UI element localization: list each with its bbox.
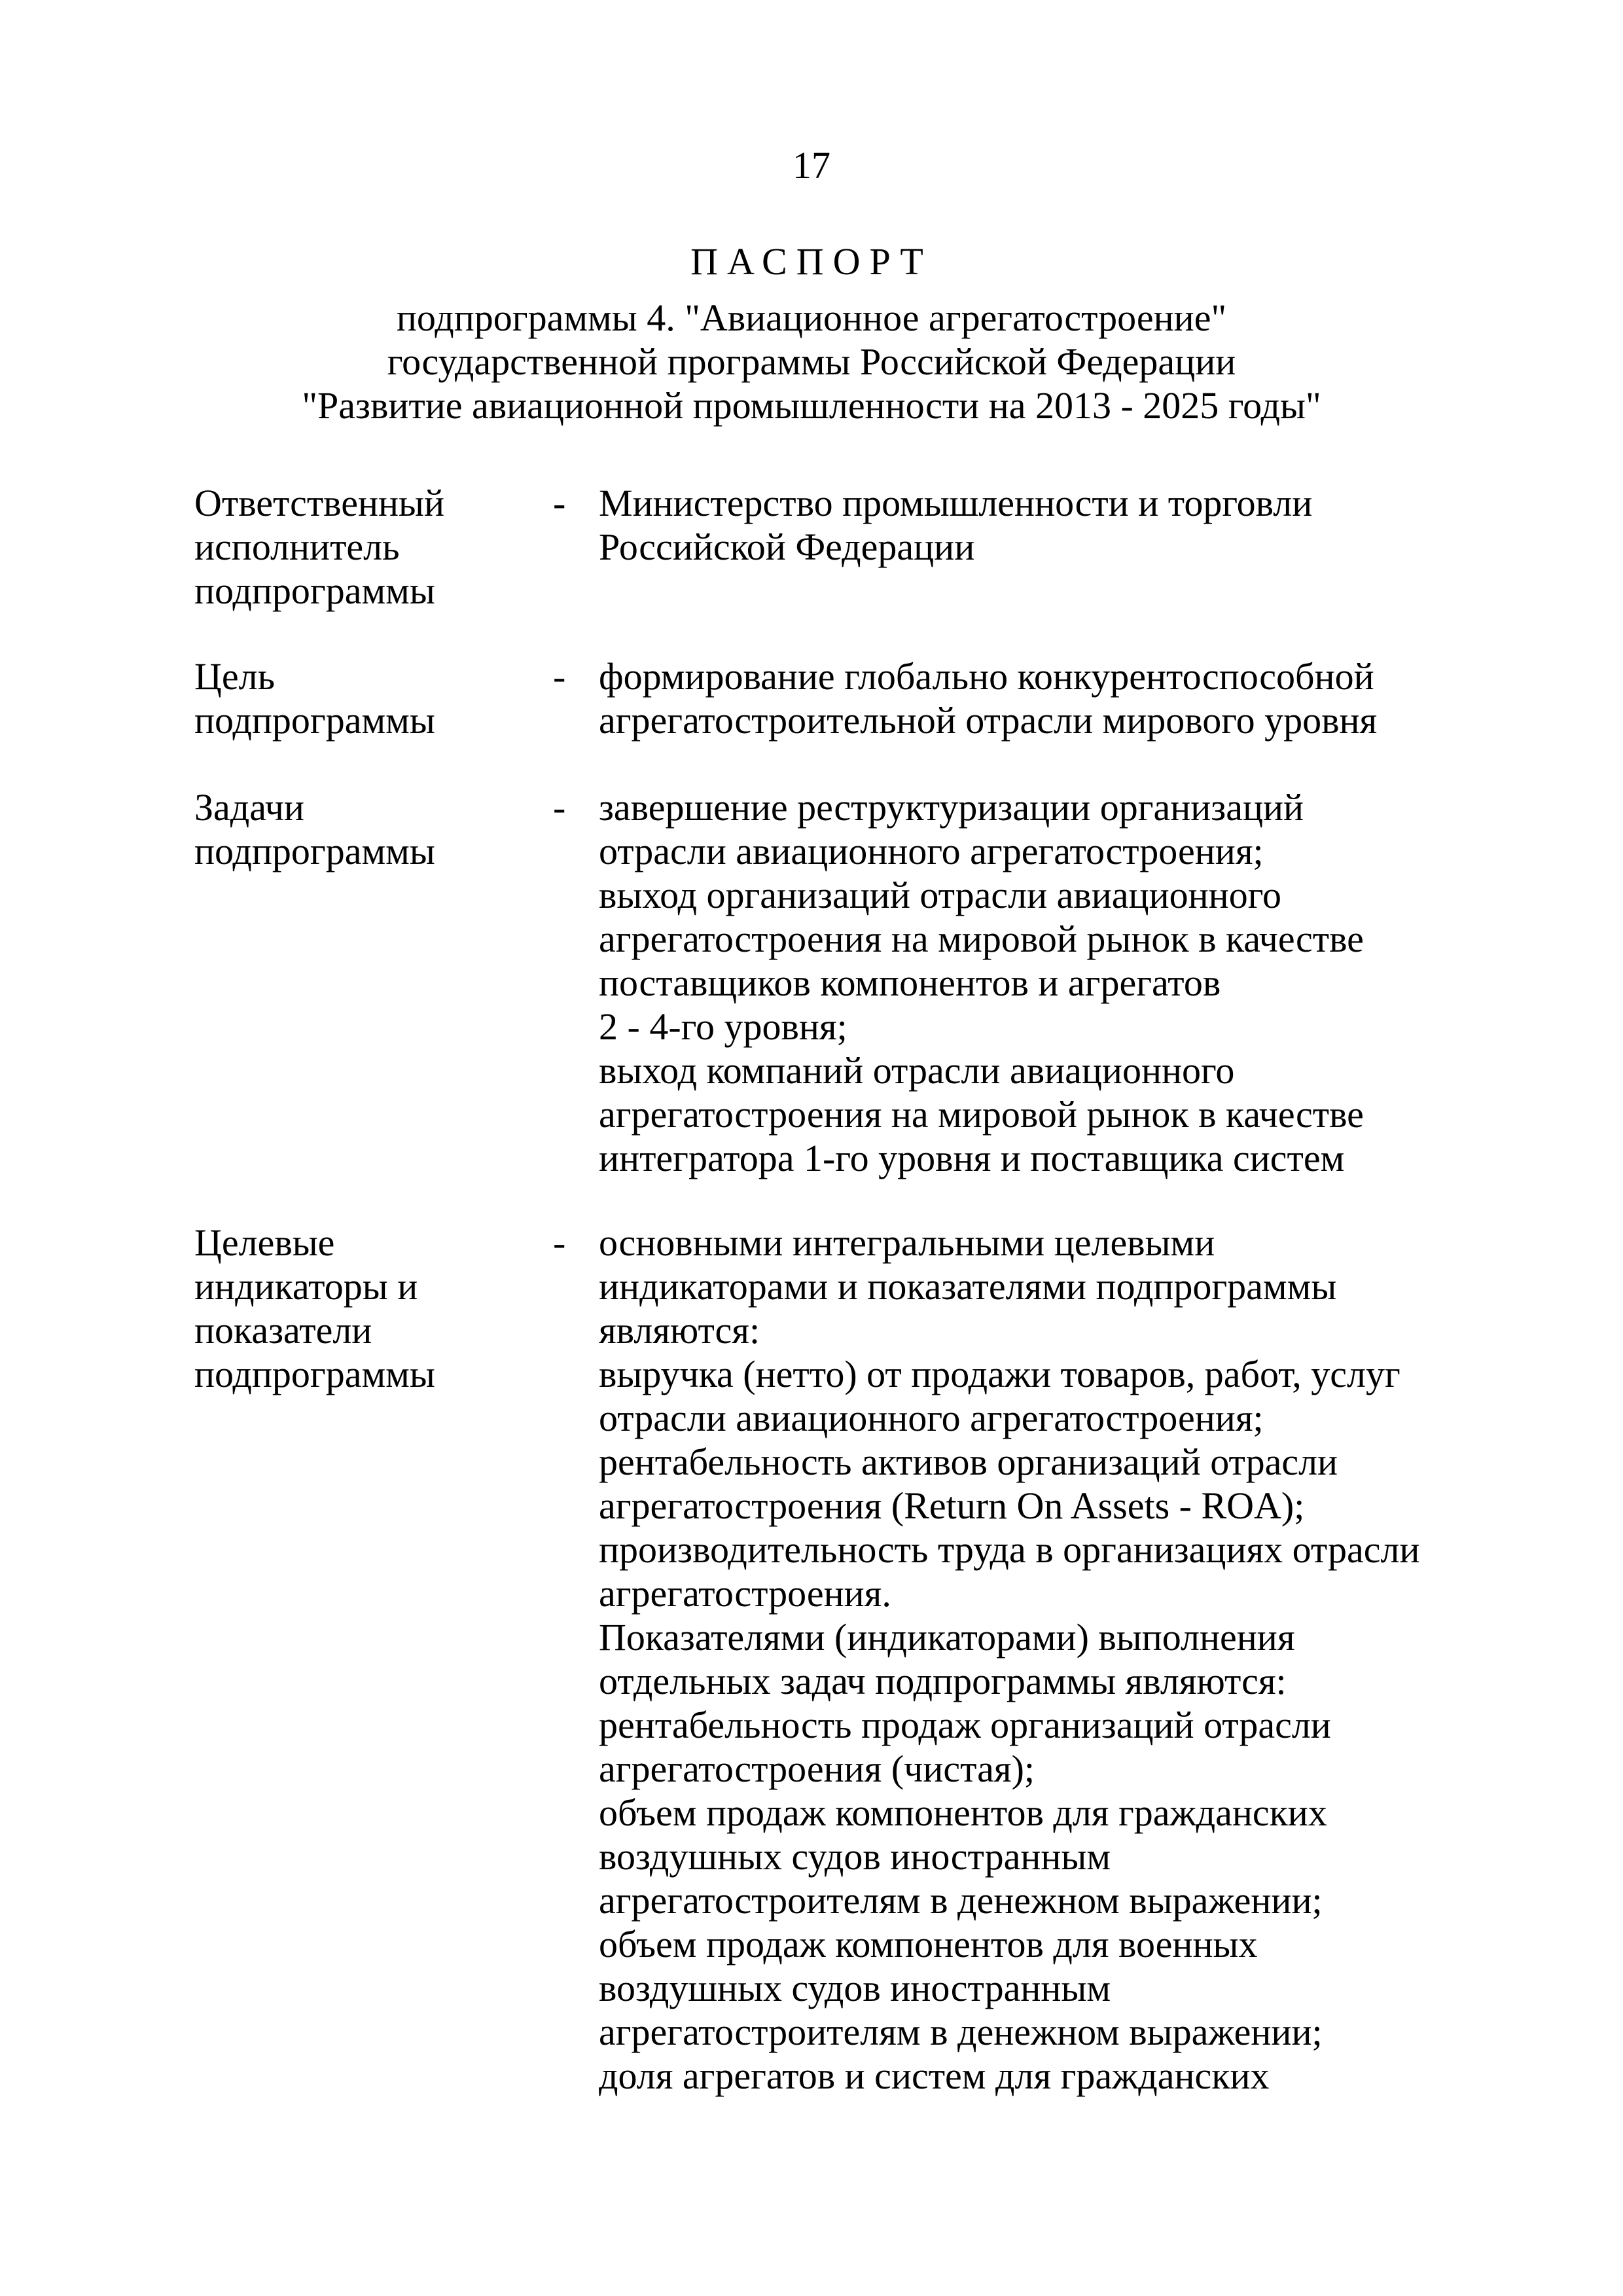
value-line: объем продаж компонентов для гражданских [599,1791,1327,1834]
value-line: агрегатостроителям в денежном выражении; [599,2011,1323,2053]
label-line: показатели [194,1309,372,1352]
value-line: завершение реструктуризации организаций [599,786,1304,829]
value-line: рентабельность активов организаций отрасли [599,1441,1338,1483]
value-line: агрегатостроительной отрасли мирового уровня [599,699,1378,742]
label-line: подпрограммы [194,1353,435,1395]
section-value [599,481,1502,569]
value-line: производительность труда в организациях отрасли [599,1528,1420,1571]
value-line: объем продаж компонентов для военных [599,1923,1258,1965]
section-dash: - [553,655,566,698]
value-line: поставщиков компонентов и агрегатов [599,961,1221,1004]
section-value [599,785,1502,1180]
section-dash: - [553,482,566,524]
label-line: Целевые [194,1221,335,1264]
value-line: рентабельность продаж организаций отрасли [599,1704,1331,1746]
section-value [599,1221,1502,2098]
value-line: отдельных задач подпрограммы являются: [599,1660,1287,1702]
value-line: интегратора 1-го уровня и поставщика систем [599,1137,1345,1179]
label-line: индикаторы и [194,1265,418,1308]
subtitle-line: подпрограммы 4. "Авиационное агрегатостроение" [396,296,1227,339]
value-line: агрегатостроения (Return On Assets - ROA); [599,1484,1305,1527]
value-line: основными интегральными целевыми [599,1221,1215,1264]
section-dash: - [553,1221,566,1264]
value-line: агрегатостроения на мировой рынок в качестве [599,918,1364,960]
label-line: Задачи [194,786,304,829]
section-label [194,655,535,742]
value-line: Российской Федерации [599,526,975,568]
label-line: подпрограммы [194,699,435,742]
section-dash: - [553,786,566,829]
value-line: выход организаций отрасли авиационного [599,874,1282,916]
value-line: воздушных судов иностранным [599,1967,1111,2009]
value-line: индикаторами и показателями подпрограммы [599,1265,1337,1308]
value-line: Показателями (индикаторами) выполнения [599,1616,1295,1659]
section-value [599,655,1502,742]
section-label [194,481,535,613]
value-line: воздушных судов иностранным [599,1835,1111,1878]
value-line: Министерство промышленности и торговли [599,482,1313,524]
label-line: Ответственный [194,482,445,524]
label-line: Цель [194,655,276,698]
subtitle-line: "Развитие авиационной промышленности на 2013 - 2025 годы" [302,384,1321,427]
section-label [194,785,535,873]
document-subtitle [0,296,1623,427]
value-line: отрасли авиационного агрегатостроения; [599,830,1264,872]
label-line: подпрограммы [194,830,435,872]
value-line: доля агрегатов и систем для гражданских [599,2054,1270,2097]
value-line: агрегатостроения на мировой рынок в качестве [599,1093,1364,1136]
section-label [194,1221,535,1396]
subtitle-line: государственной программы Российской Федерации [387,340,1236,383]
page-number: 17 [793,144,830,187]
value-line: агрегатостроения (чистая); [599,1748,1035,1790]
value-line: 2 - 4-го уровня; [599,1005,847,1048]
label-line: исполнитель [194,526,400,568]
value-line: агрегатостроения. [599,1572,891,1615]
value-line: являются: [599,1309,760,1352]
value-line: агрегатостроителям в денежном выражении; [599,1879,1323,1922]
document-title: ПАСПОРТ [690,240,933,283]
value-line: выручка (нетто) от продажи товаров, работ, услуг [599,1353,1400,1395]
value-line: формирование глобально конкурентоспособной [599,655,1374,698]
value-line: отрасли авиационного агрегатостроения; [599,1397,1264,1439]
label-line: подпрограммы [194,569,435,612]
value-line: выход компаний отрасли авиационного [599,1049,1235,1092]
